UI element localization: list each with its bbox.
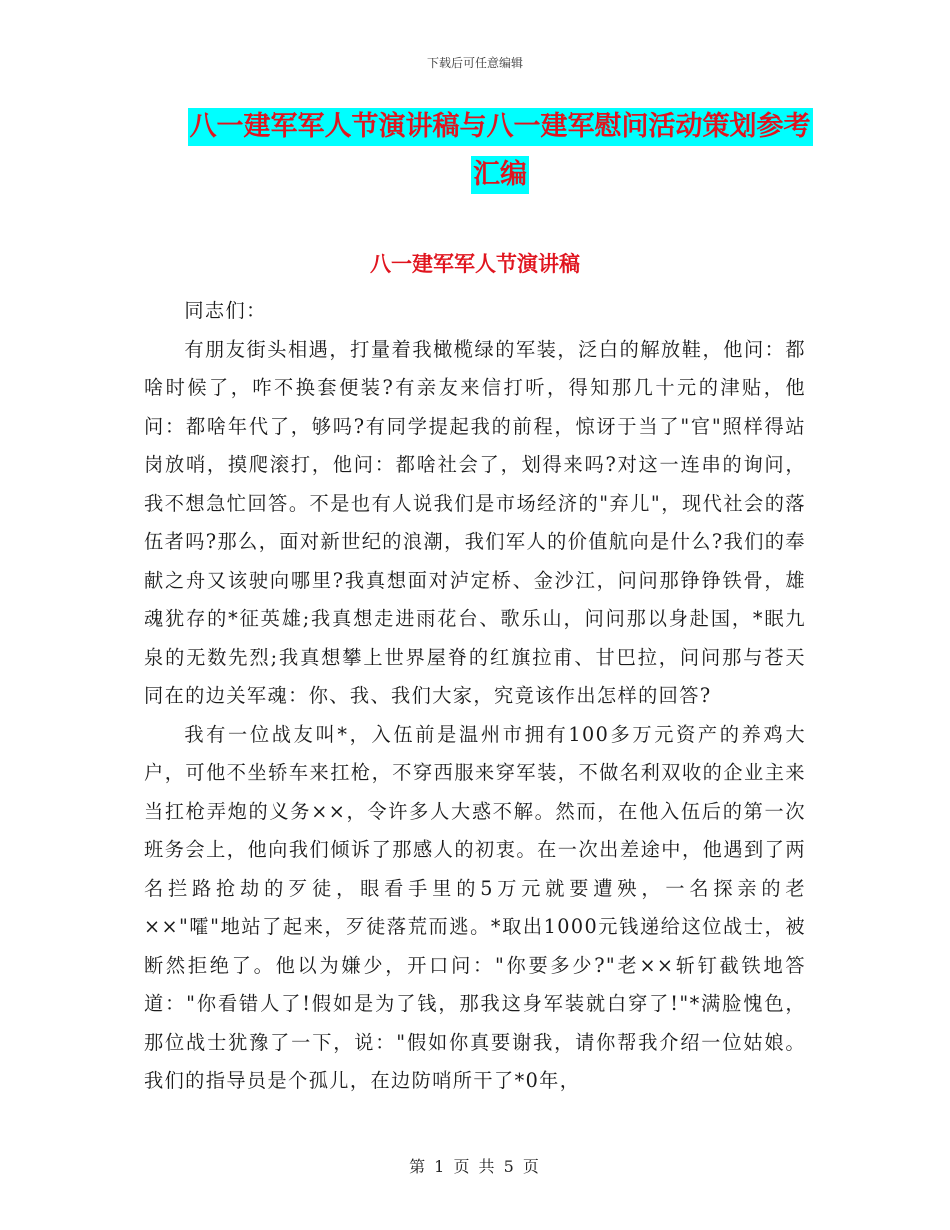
paragraph-salutation: 同志们： [184,299,267,322]
page-header-note: 下载后可任意编辑 [426,56,523,70]
body-text [144,292,806,1101]
title-line-1: 八一建军军人节演讲稿与八一建军慰问活动策划参考 [188,108,813,146]
title-line-2: 汇编 [471,156,529,194]
section-heading: 八一建军军人节演讲稿 [370,252,580,276]
document-title [140,108,860,194]
paragraph: 我有一位战友叫*，入伍前是温州市拥有100多万元资产的养鸡大户，可他不坐轿车来扛枪，不穿西服来穿军装，不做名利双收的企业主来当扛枪弄炮的义务××，令许多人大惑不解。然而，在他入伍后的第一次班务会上，他向我们倾诉了那感人的初衷。在一次出差途中，他遇到了两名拦路抢劫的歹徒，眼看手里的5万元就要遭殃，一名探亲的老××"嚯"地站了起来，歹徒落荒而逃。*取出1000元钱递给这位战士，被断然拒绝了。他以为嫌少，开口问："你要多少?"老××斩钉截铁地答道："你看错人了!假如是为了钱，那我这身军装就白穿了!"*满脸愧色，那位战士犹豫了一下，说："假如你真要谢我，请你帮我介绍一位姑娘。我们的指导员是个孤儿，在边防哨所干了*0年， [144,722,806,1092]
page-number-footer: 第 1 页 共 5 页 [409,1157,541,1176]
paragraph: 有朋友街头相遇，打量着我橄榄绿的军装，泛白的解放鞋，他问：都啥时候了，咋不换套便装?有亲友来信打听，得知那几十元的津贴，他问：都啥年代了，够吗?有同学提起我的前程，惊讶于当了"官"照样得站岗放哨，摸爬滚打，他问：都啥社会了，划得来吗?对这一连串的询问，我不想急忙回答。不是也有人说我们是市场经济的"弃儿"，现代社会的落伍者吗?那么，面对新世纪的浪潮，我们军人的价值航向是什么?我们的奉献之舟又该驶向哪里?我真想面对泸定桥、金沙江，问问那铮铮铁骨，雄魂犹存的*征英雄;我真想走进雨花台、歌乐山，问问那以身赴国，*眠九泉的无数先烈;我真想攀上世界屋脊的红旗拉甫、甘巴拉，问问那与苍天同在的边关军魂：你、我、我们大家，究竟该作出怎样的回答? [144,337,806,707]
